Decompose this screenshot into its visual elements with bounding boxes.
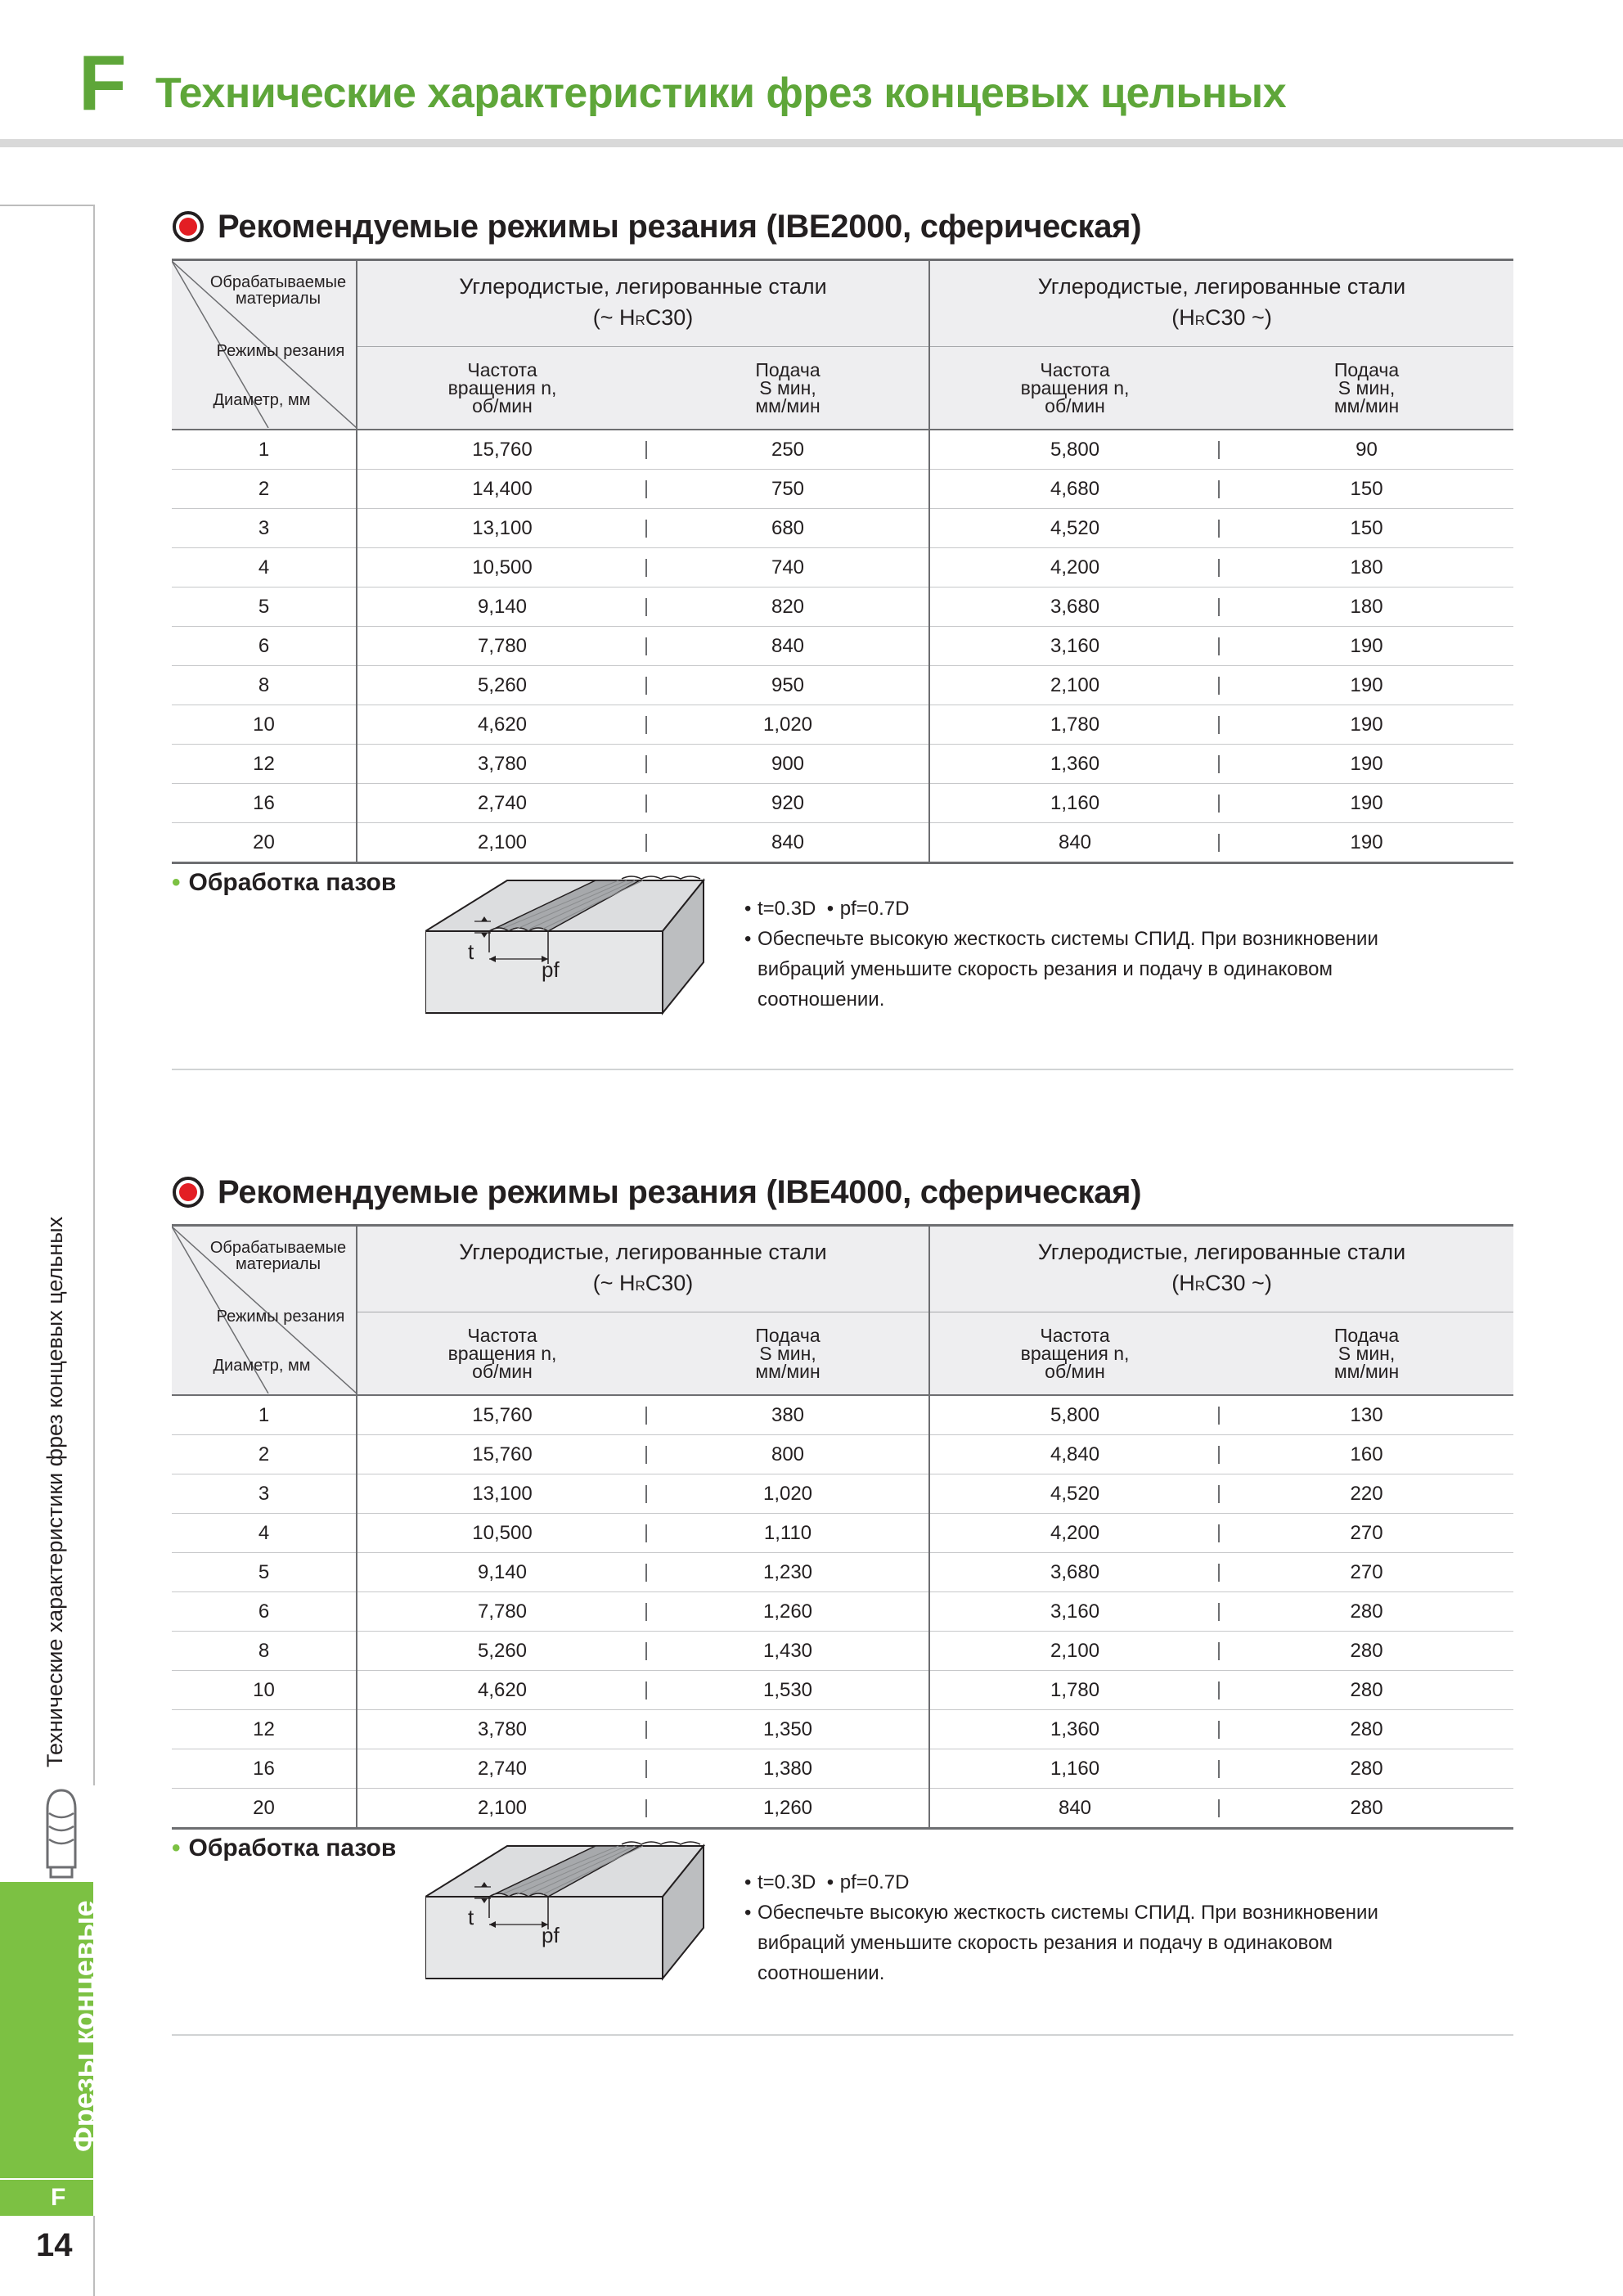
speed-cell-group-1: 2,100 <box>357 1789 647 1829</box>
speed-cell-group-2: 3,160 <box>929 627 1220 666</box>
slot-machining-label: • Обработка пазов <box>172 869 397 896</box>
speed-header-2: Частота вращения n, об/мин <box>929 347 1220 430</box>
sidebar-chapter-letter: F <box>0 2180 93 2216</box>
diameter-cell: 1 <box>172 430 357 470</box>
feed-header-1: Подача S мин, мм/мин <box>647 1312 929 1396</box>
speed-cell-group-2: 4,840 <box>929 1435 1220 1474</box>
speed-cell-group-2: 2,100 <box>929 666 1220 705</box>
note-rigidity-line3: соотношении. <box>758 1962 885 1984</box>
chapter-letter: F <box>79 39 127 127</box>
speed-cell-group-1: 13,100 <box>357 1474 647 1514</box>
section-bottom-rule <box>172 1069 1513 1070</box>
table-row <box>172 1435 1513 1474</box>
feed-cell-group-1: 250 <box>647 430 929 470</box>
group-1-hardness: (~ HRC30) <box>592 305 694 330</box>
feed-cell-group-1: 1,020 <box>647 1474 929 1514</box>
speed-cell-group-1: 15,760 <box>357 430 647 470</box>
feed-cell-group-2: 150 <box>1220 470 1513 509</box>
diameter-cell: 2 <box>172 470 357 509</box>
header-diameter: Диаметр, мм <box>213 1357 311 1375</box>
feed-cell-group-2: 180 <box>1220 588 1513 627</box>
speed-cell-group-1: 2,740 <box>357 784 647 823</box>
diameter-cell: 2 <box>172 1435 357 1474</box>
diameter-cell: 20 <box>172 823 357 863</box>
table-row <box>172 1395 1513 1435</box>
feed-cell-group-2: 180 <box>1220 548 1513 588</box>
speed-cell-group-2: 4,520 <box>929 509 1220 548</box>
feed-cell-group-2: 270 <box>1220 1553 1513 1592</box>
sidebar-category-label: Фрезы концевые <box>67 1900 101 2152</box>
table-row <box>172 1749 1513 1789</box>
table-row <box>172 1592 1513 1632</box>
feed-cell-group-2: 130 <box>1220 1395 1513 1435</box>
group-2-hardness: (HRC30 ~) <box>1171 1271 1272 1295</box>
fig-label-pf: pf <box>542 957 560 982</box>
speed-cell-group-1: 14,400 <box>357 470 647 509</box>
fig-label-pf: pf <box>542 1923 560 1947</box>
diameter-cell: 16 <box>172 784 357 823</box>
speed-header-2: Частота вращения n, об/мин <box>929 1312 1220 1396</box>
feed-cell-group-1: 680 <box>647 509 929 548</box>
feed-cell-group-1: 1,230 <box>647 1553 929 1592</box>
section-title-text: Рекомендуемые режимы резания (IBE2000, сферическая) <box>218 208 1142 245</box>
diameter-cell: 10 <box>172 705 357 745</box>
feed-cell-group-2: 280 <box>1220 1632 1513 1671</box>
group-2-title: Углеродистые, легированные стали <box>1037 1240 1406 1264</box>
speed-cell-group-2: 1,160 <box>929 784 1220 823</box>
feed-cell-group-1: 1,350 <box>647 1710 929 1749</box>
feed-cell-group-2: 280 <box>1220 1749 1513 1789</box>
feed-cell-group-1: 1,260 <box>647 1592 929 1632</box>
feed-cell-group-1: 740 <box>647 548 929 588</box>
table-row <box>172 823 1513 863</box>
speed-cell-group-1: 15,760 <box>357 1395 647 1435</box>
note-rigidity-line1: • Обеспечьте высокую жесткость системы СПИД. При возникновении <box>744 1902 1378 1924</box>
feed-cell-group-2: 90 <box>1220 430 1513 470</box>
diameter-cell: 8 <box>172 666 357 705</box>
section-title <box>172 206 1141 247</box>
table-row <box>172 1710 1513 1749</box>
slot-machining-label: • Обработка пазов <box>172 1835 397 1862</box>
table-row <box>172 784 1513 823</box>
diameter-cell: 10 <box>172 1671 357 1710</box>
speed-cell-group-2: 3,160 <box>929 1592 1220 1632</box>
feed-cell-group-1: 750 <box>647 470 929 509</box>
feed-cell-group-2: 190 <box>1220 627 1513 666</box>
target-bullet-icon <box>172 1176 205 1209</box>
feed-header-1: Подача S мин, мм/мин <box>647 347 929 430</box>
section-bottom-rule <box>172 2034 1513 2036</box>
diameter-cell: 5 <box>172 1553 357 1592</box>
speed-cell-group-2: 1,160 <box>929 1749 1220 1789</box>
feed-cell-group-2: 280 <box>1220 1592 1513 1632</box>
group-2-hardness: (HRC30 ~) <box>1171 305 1272 330</box>
speed-cell-group-1: 9,140 <box>357 1553 647 1592</box>
speed-cell-group-1: 7,780 <box>357 1592 647 1632</box>
feed-cell-group-1: 950 <box>647 666 929 705</box>
fig-label-t: t <box>468 1905 474 1929</box>
note-parameters: • t=0.3D • pf=0.7D <box>744 898 910 920</box>
speed-cell-group-1: 3,780 <box>357 745 647 784</box>
diameter-cell: 1 <box>172 1395 357 1435</box>
header-modes: Режимы резания <box>216 1308 345 1326</box>
table-row <box>172 588 1513 627</box>
speed-cell-group-2: 840 <box>929 1789 1220 1829</box>
speed-cell-group-1: 2,100 <box>357 823 647 863</box>
cutting-modes-table <box>172 259 1513 864</box>
note-rigidity-line1: • Обеспечьте высокую жесткость системы СПИД. При возникновении <box>744 928 1378 950</box>
material-group-2 <box>929 260 1513 347</box>
slot-machining-block <box>172 869 1513 1049</box>
diameter-cell: 12 <box>172 745 357 784</box>
feed-cell-group-1: 840 <box>647 823 929 863</box>
feed-cell-group-1: 900 <box>647 745 929 784</box>
speed-cell-group-2: 4,200 <box>929 548 1220 588</box>
note-parameters: • t=0.3D • pf=0.7D <box>744 1871 910 1893</box>
speed-cell-group-1: 13,100 <box>357 509 647 548</box>
table-row <box>172 509 1513 548</box>
speed-cell-group-1: 15,760 <box>357 1435 647 1474</box>
material-group-1 <box>357 1226 929 1312</box>
feed-cell-group-2: 280 <box>1220 1789 1513 1829</box>
sidebar-bottom-rule <box>93 2216 95 2296</box>
section-title-text: Рекомендуемые режимы резания (IBE4000, сферическая) <box>218 1173 1142 1210</box>
material-group-1 <box>357 260 929 347</box>
slot-machining-block <box>172 1835 1513 2015</box>
table-row <box>172 666 1513 705</box>
feed-cell-group-2: 190 <box>1220 705 1513 745</box>
header-rule <box>0 139 1623 147</box>
diameter-cell: 16 <box>172 1749 357 1789</box>
material-group-2 <box>929 1226 1513 1312</box>
diameter-cell: 5 <box>172 588 357 627</box>
table-row <box>172 430 1513 470</box>
table-row <box>172 705 1513 745</box>
speed-header-1: Частота вращения n, об/мин <box>357 1312 647 1396</box>
diameter-cell: 6 <box>172 1592 357 1632</box>
speed-cell-group-2: 4,200 <box>929 1514 1220 1553</box>
feed-cell-group-1: 1,530 <box>647 1671 929 1710</box>
speed-cell-group-1: 5,260 <box>357 1632 647 1671</box>
feed-header-2: Подача S мин, мм/мин <box>1220 347 1513 430</box>
group-2-title: Углеродистые, легированные стали <box>1037 274 1406 299</box>
speed-cell-group-1: 10,500 <box>357 548 647 588</box>
group-1-hardness: (~ HRC30) <box>592 1271 694 1295</box>
feed-cell-group-2: 190 <box>1220 823 1513 863</box>
speed-cell-group-1: 4,620 <box>357 1671 647 1710</box>
diameter-cell: 6 <box>172 627 357 666</box>
table-row <box>172 1553 1513 1592</box>
feed-cell-group-2: 190 <box>1220 745 1513 784</box>
header-modes: Режимы резания <box>216 342 345 360</box>
speed-cell-group-1: 4,620 <box>357 705 647 745</box>
sidebar-vertical-title: Технические характеристики фрез концевых цельных <box>43 1216 67 1767</box>
feed-cell-group-1: 1,380 <box>647 1749 929 1789</box>
speed-cell-group-2: 4,520 <box>929 1474 1220 1514</box>
section-title <box>172 1172 1141 1213</box>
feed-cell-group-2: 150 <box>1220 509 1513 548</box>
feed-cell-group-1: 1,110 <box>647 1514 929 1553</box>
diameter-cell: 3 <box>172 1474 357 1514</box>
feed-cell-group-1: 1,260 <box>647 1789 929 1829</box>
table-row <box>172 1632 1513 1671</box>
header-diameter: Диаметр, мм <box>213 391 311 409</box>
table-row <box>172 745 1513 784</box>
diameter-cell: 20 <box>172 1789 357 1829</box>
page-number: 14 <box>36 2227 73 2263</box>
table-corner-header <box>172 1226 357 1396</box>
feed-cell-group-2: 190 <box>1220 666 1513 705</box>
group-1-title: Углеродистые, легированные стали <box>459 1240 827 1264</box>
feed-cell-group-1: 820 <box>647 588 929 627</box>
table-row <box>172 1789 1513 1829</box>
feed-cell-group-2: 280 <box>1220 1710 1513 1749</box>
feed-header-2: Подача S мин, мм/мин <box>1220 1312 1513 1396</box>
speed-cell-group-2: 5,800 <box>929 1395 1220 1435</box>
table-row <box>172 627 1513 666</box>
diameter-cell: 4 <box>172 548 357 588</box>
table-row <box>172 1671 1513 1710</box>
feed-cell-group-1: 380 <box>647 1395 929 1435</box>
table-row <box>172 1474 1513 1514</box>
slot-machining-notes <box>744 1867 1481 1988</box>
note-rigidity-line2: вибраций уменьшите скорость резания и подачу в одинаковом <box>758 958 1333 980</box>
feed-cell-group-1: 800 <box>647 1435 929 1474</box>
diameter-cell: 12 <box>172 1710 357 1749</box>
speed-cell-group-1: 10,500 <box>357 1514 647 1553</box>
speed-cell-group-1: 5,260 <box>357 666 647 705</box>
speed-cell-group-1: 2,740 <box>357 1749 647 1789</box>
header-materials: Обрабатываемые материалы <box>209 273 347 308</box>
note-rigidity-line3: соотношении. <box>758 988 885 1011</box>
speed-cell-group-2: 4,680 <box>929 470 1220 509</box>
speed-cell-group-2: 1,780 <box>929 1671 1220 1710</box>
speed-header-1: Частота вращения n, об/мин <box>357 347 647 430</box>
header-materials: Обрабатываемые материалы <box>209 1239 347 1273</box>
feed-cell-group-1: 1,430 <box>647 1632 929 1671</box>
speed-cell-group-1: 3,780 <box>357 1710 647 1749</box>
speed-cell-group-2: 1,360 <box>929 1710 1220 1749</box>
feed-cell-group-1: 840 <box>647 627 929 666</box>
feed-cell-group-1: 920 <box>647 784 929 823</box>
diameter-cell: 3 <box>172 509 357 548</box>
feed-cell-group-1: 1,020 <box>647 705 929 745</box>
feed-cell-group-2: 160 <box>1220 1435 1513 1474</box>
sidebar-rule <box>93 206 95 1785</box>
page-title: Технические характеристики фрез концевых цельных <box>155 70 1287 117</box>
speed-cell-group-1: 7,780 <box>357 627 647 666</box>
speed-cell-group-2: 1,360 <box>929 745 1220 784</box>
table-row <box>172 548 1513 588</box>
speed-cell-group-2: 3,680 <box>929 588 1220 627</box>
target-bullet-icon <box>172 210 205 243</box>
slot-machining-notes <box>744 894 1481 1015</box>
speed-cell-group-2: 1,780 <box>929 705 1220 745</box>
feed-cell-group-2: 270 <box>1220 1514 1513 1553</box>
note-rigidity-line2: вибраций уменьшите скорость резания и подачу в одинаковом <box>758 1932 1333 1954</box>
speed-cell-group-2: 2,100 <box>929 1632 1220 1671</box>
feed-cell-group-2: 220 <box>1220 1474 1513 1514</box>
table-row <box>172 470 1513 509</box>
speed-cell-group-2: 5,800 <box>929 430 1220 470</box>
feed-cell-group-2: 190 <box>1220 784 1513 823</box>
end-mill-icon <box>33 1789 90 1879</box>
fig-label-t: t <box>468 939 474 964</box>
speed-cell-group-2: 840 <box>929 823 1220 863</box>
diameter-cell: 4 <box>172 1514 357 1553</box>
sidebar-top-rule <box>0 205 95 206</box>
cutting-modes-table <box>172 1224 1513 1830</box>
table-corner-header <box>172 260 357 430</box>
speed-cell-group-2: 3,680 <box>929 1553 1220 1592</box>
diameter-cell: 8 <box>172 1632 357 1671</box>
speed-cell-group-1: 9,140 <box>357 588 647 627</box>
group-1-title: Углеродистые, легированные стали <box>459 274 827 299</box>
feed-cell-group-2: 280 <box>1220 1671 1513 1710</box>
table-row <box>172 1514 1513 1553</box>
